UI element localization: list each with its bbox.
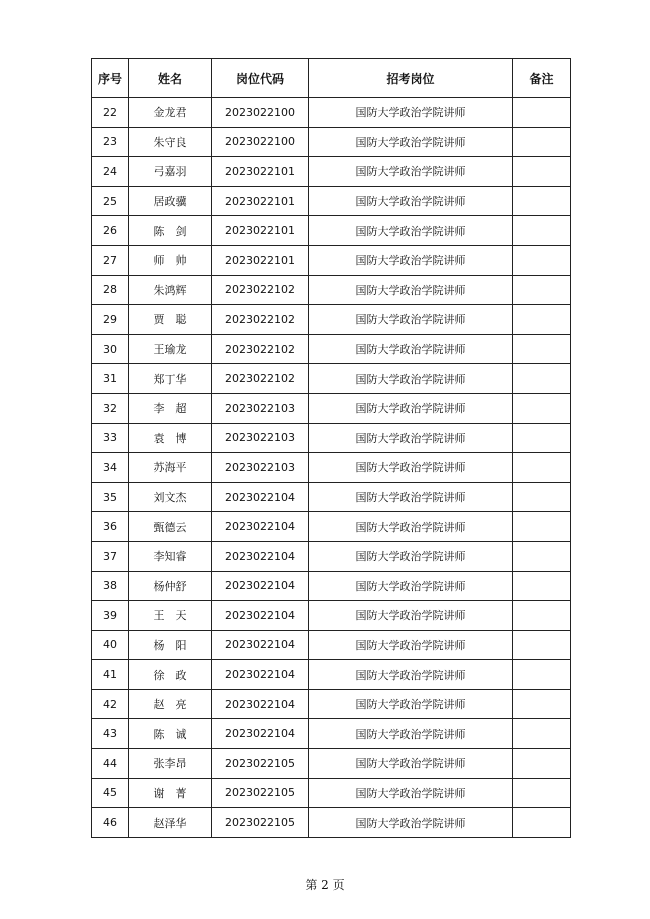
- position-cell: 国防大学政治学院讲师: [309, 423, 513, 453]
- position-cell: 国防大学政治学院讲师: [309, 186, 513, 216]
- name-cell: 徐 政: [129, 660, 212, 690]
- name-cell: 李知睿: [129, 541, 212, 571]
- remarks-cell: [513, 423, 571, 453]
- table-row: [92, 808, 571, 838]
- table-row: [92, 778, 571, 808]
- table-row: [92, 660, 571, 690]
- remarks-cell: [513, 186, 571, 216]
- remarks-cell: [513, 305, 571, 335]
- remarks-cell: [513, 482, 571, 512]
- name-cell: 苏海平: [129, 453, 212, 483]
- position-cell: 国防大学政治学院讲师: [309, 808, 513, 838]
- candidate-table: [91, 58, 571, 838]
- serial-cell: 42: [92, 689, 129, 719]
- name-cell: 赵 亮: [129, 689, 212, 719]
- serial-cell: 29: [92, 305, 129, 335]
- table-row: [92, 719, 571, 749]
- table-row: [92, 98, 571, 128]
- remarks-cell: [513, 630, 571, 660]
- table-row: [92, 482, 571, 512]
- name-cell: 赵泽华: [129, 808, 212, 838]
- remarks-cell: [513, 808, 571, 838]
- position-cell: 国防大学政治学院讲师: [309, 660, 513, 690]
- header-position-code: 岗位代码: [212, 59, 309, 98]
- position-cell: 国防大学政治学院讲师: [309, 601, 513, 631]
- remarks-cell: [513, 512, 571, 542]
- name-cell: 刘文杰: [129, 482, 212, 512]
- serial-cell: 34: [92, 453, 129, 483]
- serial-cell: 27: [92, 245, 129, 275]
- table-row: [92, 749, 571, 779]
- table-row: [92, 541, 571, 571]
- table-row: [92, 186, 571, 216]
- serial-cell: 35: [92, 482, 129, 512]
- position-cell: 国防大学政治学院讲师: [309, 482, 513, 512]
- name-cell: 王 天: [129, 601, 212, 631]
- name-cell: 张李昂: [129, 749, 212, 779]
- position-code-cell: 2023022104: [212, 571, 309, 601]
- name-cell: 王瑜龙: [129, 334, 212, 364]
- position-cell: 国防大学政治学院讲师: [309, 453, 513, 483]
- serial-cell: 32: [92, 393, 129, 423]
- position-code-cell: 2023022104: [212, 601, 309, 631]
- name-cell: 居政骥: [129, 186, 212, 216]
- position-code-cell: 2023022103: [212, 453, 309, 483]
- table-row: [92, 453, 571, 483]
- remarks-cell: [513, 393, 571, 423]
- name-cell: 李 超: [129, 393, 212, 423]
- serial-cell: 43: [92, 719, 129, 749]
- position-code-cell: 2023022103: [212, 423, 309, 453]
- name-cell: 金龙君: [129, 98, 212, 128]
- serial-cell: 36: [92, 512, 129, 542]
- header-position: 招考岗位: [309, 59, 513, 98]
- position-cell: 国防大学政治学院讲师: [309, 127, 513, 157]
- position-code-cell: 2023022100: [212, 127, 309, 157]
- position-code-cell: 2023022102: [212, 275, 309, 305]
- table-row: [92, 364, 571, 394]
- position-cell: 国防大学政治学院讲师: [309, 216, 513, 246]
- table-row: [92, 571, 571, 601]
- name-cell: 杨仲舒: [129, 571, 212, 601]
- name-cell: 陈 诚: [129, 719, 212, 749]
- serial-cell: 39: [92, 601, 129, 631]
- position-code-cell: 2023022101: [212, 186, 309, 216]
- name-cell: 杨 阳: [129, 630, 212, 660]
- remarks-cell: [513, 601, 571, 631]
- remarks-cell: [513, 749, 571, 779]
- position-code-cell: 2023022105: [212, 778, 309, 808]
- table-row: [92, 423, 571, 453]
- remarks-cell: [513, 127, 571, 157]
- name-cell: 朱鸿辉: [129, 275, 212, 305]
- serial-cell: 40: [92, 630, 129, 660]
- remarks-cell: [513, 719, 571, 749]
- serial-cell: 45: [92, 778, 129, 808]
- position-code-cell: 2023022104: [212, 630, 309, 660]
- position-cell: 国防大学政治学院讲师: [309, 334, 513, 364]
- position-cell: 国防大学政治学院讲师: [309, 275, 513, 305]
- serial-cell: 24: [92, 157, 129, 187]
- remarks-cell: [513, 453, 571, 483]
- table-row: [92, 393, 571, 423]
- position-code-cell: 2023022105: [212, 749, 309, 779]
- position-code-cell: 2023022101: [212, 245, 309, 275]
- remarks-cell: [513, 157, 571, 187]
- serial-cell: 23: [92, 127, 129, 157]
- position-code-cell: 2023022103: [212, 393, 309, 423]
- serial-cell: 31: [92, 364, 129, 394]
- position-cell: 国防大学政治学院讲师: [309, 749, 513, 779]
- table-row: [92, 334, 571, 364]
- serial-cell: 30: [92, 334, 129, 364]
- position-code-cell: 2023022101: [212, 216, 309, 246]
- remarks-cell: [513, 364, 571, 394]
- position-code-cell: 2023022104: [212, 541, 309, 571]
- position-code-cell: 2023022100: [212, 98, 309, 128]
- table-header-row: [92, 59, 571, 98]
- position-code-cell: 2023022101: [212, 157, 309, 187]
- position-code-cell: 2023022102: [212, 364, 309, 394]
- table-row: [92, 601, 571, 631]
- serial-cell: 46: [92, 808, 129, 838]
- position-cell: 国防大学政治学院讲师: [309, 571, 513, 601]
- candidate-table-container: [91, 58, 570, 838]
- table-row: [92, 305, 571, 335]
- position-code-cell: 2023022104: [212, 482, 309, 512]
- table-row: [92, 630, 571, 660]
- remarks-cell: [513, 541, 571, 571]
- position-cell: 国防大学政治学院讲师: [309, 630, 513, 660]
- remarks-cell: [513, 689, 571, 719]
- serial-cell: 26: [92, 216, 129, 246]
- name-cell: 弓嘉羽: [129, 157, 212, 187]
- name-cell: 朱守良: [129, 127, 212, 157]
- remarks-cell: [513, 334, 571, 364]
- remarks-cell: [513, 778, 571, 808]
- position-cell: 国防大学政治学院讲师: [309, 364, 513, 394]
- serial-cell: 28: [92, 275, 129, 305]
- serial-cell: 33: [92, 423, 129, 453]
- table-row: [92, 275, 571, 305]
- position-cell: 国防大学政治学院讲师: [309, 512, 513, 542]
- position-code-cell: 2023022104: [212, 660, 309, 690]
- header-serial: 序号: [92, 59, 129, 98]
- remarks-cell: [513, 571, 571, 601]
- position-cell: 国防大学政治学院讲师: [309, 157, 513, 187]
- position-cell: 国防大学政治学院讲师: [309, 98, 513, 128]
- name-cell: 谢 菁: [129, 778, 212, 808]
- name-cell: 师 帅: [129, 245, 212, 275]
- table-row: [92, 127, 571, 157]
- position-cell: 国防大学政治学院讲师: [309, 305, 513, 335]
- name-cell: 袁 博: [129, 423, 212, 453]
- name-cell: 甄德云: [129, 512, 212, 542]
- remarks-cell: [513, 98, 571, 128]
- position-cell: 国防大学政治学院讲师: [309, 393, 513, 423]
- remarks-cell: [513, 216, 571, 246]
- table-row: [92, 512, 571, 542]
- table-row: [92, 157, 571, 187]
- remarks-cell: [513, 245, 571, 275]
- serial-cell: 41: [92, 660, 129, 690]
- name-cell: 郑丁华: [129, 364, 212, 394]
- name-cell: 贾 聪: [129, 305, 212, 335]
- table-body: [92, 98, 571, 838]
- position-cell: 国防大学政治学院讲师: [309, 778, 513, 808]
- position-code-cell: 2023022104: [212, 689, 309, 719]
- name-cell: 陈 剑: [129, 216, 212, 246]
- serial-cell: 37: [92, 541, 129, 571]
- position-cell: 国防大学政治学院讲师: [309, 719, 513, 749]
- remarks-cell: [513, 660, 571, 690]
- remarks-cell: [513, 275, 571, 305]
- position-cell: 国防大学政治学院讲师: [309, 541, 513, 571]
- table-row: [92, 689, 571, 719]
- serial-cell: 38: [92, 571, 129, 601]
- position-cell: 国防大学政治学院讲师: [309, 245, 513, 275]
- serial-cell: 25: [92, 186, 129, 216]
- position-code-cell: 2023022102: [212, 334, 309, 364]
- serial-cell: 44: [92, 749, 129, 779]
- serial-cell: 22: [92, 98, 129, 128]
- header-name: 姓名: [129, 59, 212, 98]
- position-code-cell: 2023022105: [212, 808, 309, 838]
- position-code-cell: 2023022104: [212, 719, 309, 749]
- page-number: 第 2 页: [305, 878, 345, 892]
- position-code-cell: 2023022102: [212, 305, 309, 335]
- table-row: [92, 216, 571, 246]
- position-cell: 国防大学政治学院讲师: [309, 689, 513, 719]
- header-remarks: 备注: [513, 59, 571, 98]
- table-row: [92, 245, 571, 275]
- position-code-cell: 2023022104: [212, 512, 309, 542]
